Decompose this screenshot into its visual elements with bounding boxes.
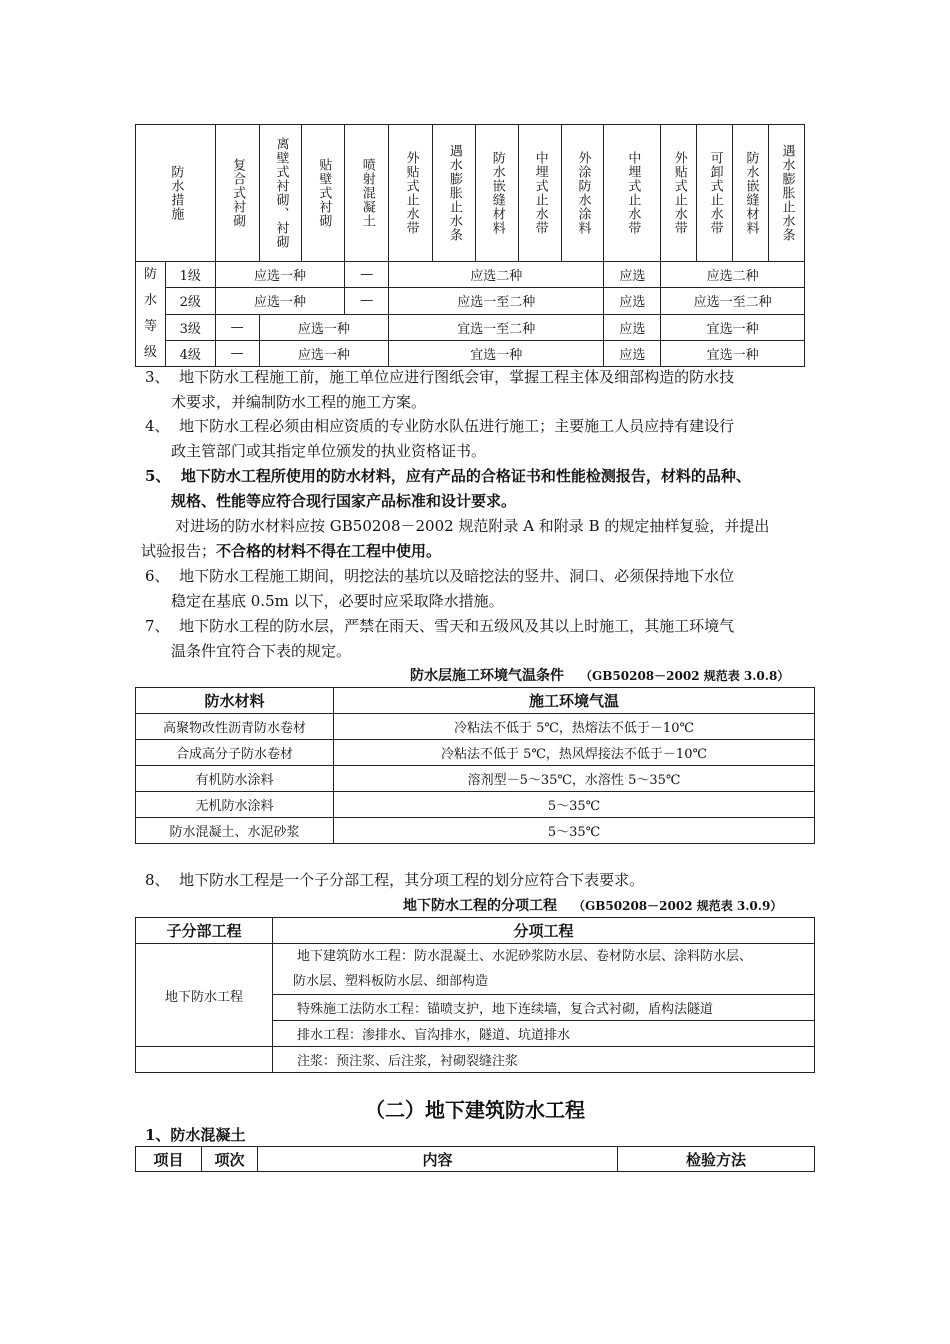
column-header: 子分部工程 [136,918,273,944]
header-label: 外涂防水涂料 [575,151,591,235]
cell: 应选 [604,340,661,366]
cell: 宜选一至二种 [389,314,604,340]
table-row [136,340,805,366]
item-cell: 注浆：预注浆、后注浆，衬砌裂缝注浆 [273,1047,815,1073]
table-row [136,944,815,995]
column-header: 项次 [202,1147,258,1172]
caption-ref: （GB50208－2002 规范表 3.0.8） [580,669,790,683]
side-label-cell [136,262,166,367]
paragraph-text: 温条件宜符合下表的规定。 [171,642,352,660]
column-header: 施工环境气温 [334,688,815,714]
table3-caption [403,895,782,915]
header-label: 防水嵌缝材料 [489,151,505,235]
cell: 应选一种 [215,288,345,314]
sub-division-cell: 地下防水工程 [136,944,273,1047]
table-header-row [136,688,815,714]
cell: 应选一种 [215,262,345,288]
item-text: 防水层、塑料板防水层、细部构造 [293,974,489,989]
cell: — [345,288,389,314]
material-cell: 无机防水涂料 [136,792,334,818]
paragraph-text: 地下防水工程是一个子分部工程，其分项工程的划分应符合下表要求。 [179,871,645,889]
caption-text: 地下防水工程的分项工程 [403,898,557,914]
cell: 应选一种 [259,314,389,340]
table2-caption [410,665,789,685]
cell: 宜选一种 [661,314,805,340]
table-row [136,288,805,314]
cell: 应选一至二种 [661,288,805,314]
column-header: 防水材料 [136,688,334,714]
side-char: 水 [143,293,157,308]
table-row [136,262,805,288]
section-title: （二）地下建筑防水工程 [365,1098,585,1122]
header-label: 遇水膨胀止水条 [446,144,462,242]
table1-header-cell [768,125,804,262]
table-row [136,818,815,844]
empty-cell [136,1047,273,1073]
side-char: 防 [143,267,157,282]
level-cell: 4级 [165,340,215,366]
temperature-cell: 5～35℃ [334,792,815,818]
table1-header-cell [389,125,433,262]
inspection-table-header [135,1146,815,1172]
construction-temperature-table [135,687,815,844]
item-cell [273,944,815,995]
paragraph-8 [145,868,815,893]
material-cell: 有机防水涂料 [136,766,334,792]
paragraph-text: 地下防水工程施工期间，明挖法的基坑以及暗挖法的竖井、洞口、必须保持地下水位 [179,567,735,585]
table1-header-cell [733,125,769,262]
header-label: 可卸式止水带 [707,151,723,235]
table1-header-cell [433,125,476,262]
table-row [136,792,815,818]
level-cell: 2级 [165,288,215,314]
item-text: 地下建筑防水工程：防水混凝土、水泥砂浆防水层、卷材防水层、涂料防水层、 [297,949,753,964]
table1-header-cell [345,125,389,262]
cell: — [215,340,259,366]
table1-header-cell [302,125,345,262]
table1-header-cell [604,125,661,262]
table-row [136,714,815,740]
column-header: 检验方法 [618,1147,815,1172]
paragraph-text: 试验报告； [141,542,217,560]
table-header-row [136,918,815,944]
column-header: 分项工程 [273,918,815,944]
table1-header-cell [561,125,604,262]
cell: 应选 [604,262,661,288]
temperature-cell: 冷粘法不低于 5℃，热风焊接法不低于－10℃ [334,740,815,766]
paragraph-6 [145,564,815,614]
item-number: 8、 [145,871,170,889]
table1-header-cell [661,125,697,262]
level-cell: 1级 [165,262,215,288]
cell: 应选二种 [661,262,805,288]
item-number: 5、 [145,467,171,485]
level-cell: 3级 [165,314,215,340]
temperature-cell: 溶剂型－5～35℃，水溶性 5～35℃ [334,766,815,792]
paragraph-7 [145,614,815,664]
cell: 应选一种 [259,340,389,366]
header-label: 复合式衬砌 [230,158,246,228]
paragraph-text: 地下防水工程必须由相应资质的专业防水队伍进行施工；主要施工人员应持有建设行 [179,417,735,435]
cell: — [215,314,259,340]
table-row [136,766,815,792]
table-row [136,314,805,340]
header-label: 中埋式止水带 [625,151,641,235]
item-number: 7、 [145,617,170,635]
cell: 应选二种 [389,262,604,288]
header-label: 遇水膨胀止水条 [779,144,795,242]
table-header-row [136,1147,815,1172]
cell: 应选 [604,314,661,340]
table1-header-cell [475,125,518,262]
item-cell: 排水工程：渗排水、盲沟排水，隧道、坑道排水 [273,1021,815,1047]
cell: 应选一至二种 [389,288,604,314]
paragraph-5b [141,514,815,564]
table1-header-cell [215,125,259,262]
caption-ref: （GB50208－2002 规范表 3.0.9） [573,899,783,913]
cell: 应选 [604,288,661,314]
item-number: 6、 [145,567,170,585]
caption-text: 防水层施工环境气温条件 [410,668,564,684]
paragraph-text: 政主管部门或其指定单位颁发的执业资格证书。 [171,442,487,460]
header-label: 防水嵌缝材料 [743,151,759,235]
item-cell: 特殊施工法防水工程：锚喷支护，地下连续墙，复合式衬砌，盾构法隧道 [273,995,815,1021]
temperature-cell: 5～35℃ [334,818,815,844]
column-header: 项目 [136,1147,202,1172]
column-header: 内容 [258,1147,618,1172]
table1-header-cell [697,125,733,262]
side-char: 级 [143,345,157,360]
measures-label: 防水措施 [168,165,184,221]
paragraph-text: 稳定在基底 0.5m 以下，必要时应采取降水措施。 [171,592,504,610]
item-number: 3、 [145,368,170,386]
paragraph-text: 地下防水工程施工前，施工单位应进行图纸会审，掌握工程主体及细部构造的防水技 [179,368,735,386]
table1-header-row [136,125,805,262]
paragraph-text-bold: 不合格的材料不得在工程中使用。 [216,542,442,560]
cell: 宜选一种 [389,340,604,366]
material-cell: 合成高分子防水卷材 [136,740,334,766]
paragraph-text: 地下防水工程的防水层，严禁在雨天、雪天和五级风及其以上时施工，其施工环境气 [179,617,735,635]
header-label: 外贴式止水带 [403,151,419,235]
header-label: 中埋式止水带 [532,151,548,235]
subsection-title: 1、防水混凝土 [145,1126,246,1144]
sub-item-division-table [135,917,815,1073]
header-label: 离壁式衬砌、衬砌 [273,137,289,249]
table1-header-cell [518,125,561,262]
paragraph-text: 规格、性能等应符合现行国家产品标准和设计要求。 [171,492,517,510]
header-label: 喷射混凝土 [359,158,375,228]
paragraph-4 [145,414,815,464]
paragraph-3 [145,365,815,415]
material-cell: 高聚物改性沥青防水卷材 [136,714,334,740]
header-label: 外贴式止水带 [671,151,687,235]
paragraph-5 [145,464,815,514]
waterproof-grade-table [135,124,805,367]
table-row [136,1047,815,1073]
side-char: 等 [143,319,157,334]
cell: — [345,262,389,288]
table1-header-cell [136,125,216,262]
table-row [136,740,815,766]
table1-header-cell [259,125,302,262]
material-cell: 防水混凝土、水泥砂浆 [136,818,334,844]
paragraph-text: 对进场的防水材料应按 GB50208－2002 规范附录 A 和附录 B 的规定抽样复验，并提出 [175,517,770,535]
item-number: 4、 [145,417,170,435]
temperature-cell: 冷粘法不低于 5℃，热熔法不低于－10℃ [334,714,815,740]
header-label: 贴壁式衬砌 [316,158,332,228]
cell: 宜选一种 [661,340,805,366]
paragraph-text: 地下防水工程所使用的防水材料，应有产品的合格证书和性能检测报告，材料的品种、 [180,467,751,485]
paragraph-text: 术要求，并编制防水工程的施工方案。 [171,393,427,411]
